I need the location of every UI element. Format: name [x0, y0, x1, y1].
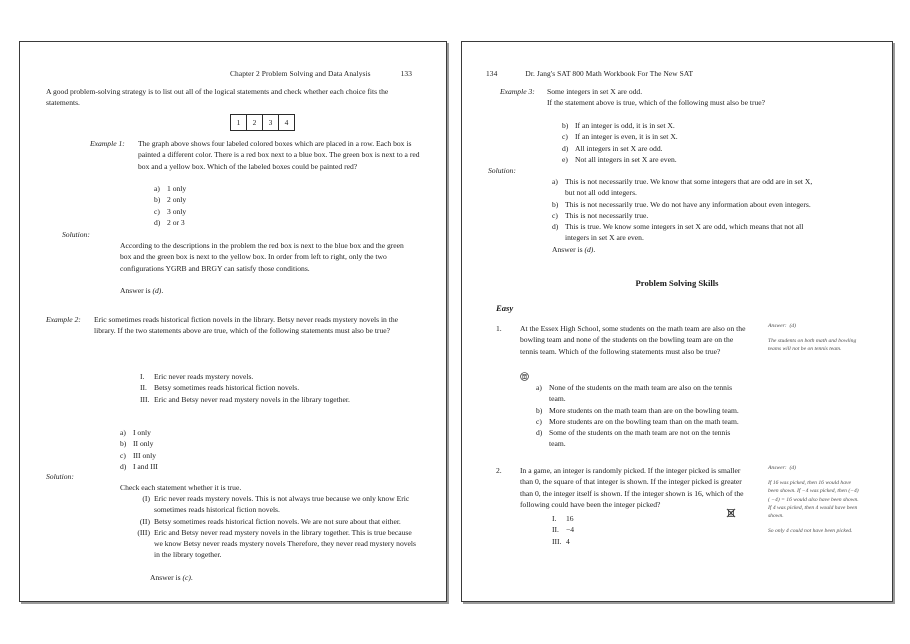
choice-text: III only: [133, 450, 156, 460]
solution-item-text: Eric never reads mystery novels. This is not always true because we only know Eric sometimes reads historical fiction novels.: [154, 494, 410, 515]
example-3-label: Example 3:: [500, 87, 535, 96]
choice-tag: c): [562, 132, 568, 142]
page-number-right: 134: [486, 69, 498, 78]
answer-value: (d): [584, 245, 594, 254]
solution-item-text: This is not necessarily true.: [565, 210, 649, 220]
choice-text: I and III: [133, 461, 158, 471]
choice-item: [562, 143, 812, 154]
choice-text: 1 only: [167, 184, 187, 193]
answer-prefix: Answer is: [120, 286, 153, 295]
choice-text: I only: [133, 428, 151, 437]
solution-item-tag: c): [552, 210, 558, 220]
running-head-left: [230, 69, 412, 78]
choice-item: [536, 405, 748, 416]
example-1-stem: The graph above shows four labeled colored boxes which are placed in a row. Each box is painted a different color. There is a red box next to a blue box. The green box is next to a red box and a yellow box. Which of the labeled boxes could be painted red?: [138, 139, 420, 171]
roman-item: [552, 536, 732, 547]
roman-item: [140, 394, 416, 405]
answer-suffix: .: [190, 573, 193, 582]
answer-value: (d): [152, 286, 162, 295]
example-3-stem-line2: If the statement above is true, which of the following must also be true?: [547, 98, 766, 107]
question-number: 1.: [496, 324, 502, 333]
roman-item: [140, 382, 416, 393]
section-heading: Problem Solving Skills: [635, 278, 719, 288]
sidenote-answer-label: Answer:: [768, 465, 787, 471]
sidenote-answer-label: Answer:: [768, 323, 787, 329]
roman-item: [552, 513, 732, 524]
solution-item-tag: b): [552, 199, 559, 209]
choice-item: [120, 461, 310, 472]
choice-tag: b): [562, 121, 569, 130]
roman-text: 16: [566, 514, 574, 523]
question-2-sidenote: [768, 464, 860, 542]
choice-tag: b): [154, 195, 161, 205]
example-2-solution-items: [130, 493, 420, 561]
roman-text: Betsy sometimes reads historical fiction novels.: [154, 383, 300, 393]
choice-item: [536, 416, 748, 427]
choice-tag: c): [154, 206, 160, 216]
example-2-solution-intro: Check each statement whether it is true.: [120, 483, 242, 492]
example-3-stem-line1: Some integers in set X are odd.: [547, 87, 643, 96]
choice-item: [536, 427, 748, 450]
solution-item-text: This is not necessarily true. We do not have any information about even integers.: [565, 199, 811, 209]
choice-text: II only: [133, 439, 154, 449]
roman-item: [552, 524, 732, 535]
sidenote-paragraph: The students on both math and bowling teams will not be on tennis team.: [768, 338, 857, 353]
choice-tag: e): [562, 154, 568, 164]
question-number: 2.: [496, 466, 502, 475]
solution-item: [552, 176, 820, 199]
choice-item: [562, 154, 812, 165]
choice-text: 2 only: [167, 195, 187, 205]
roman-text: Eric and Betsy never read mystery novels in the library together.: [154, 394, 350, 404]
answer-prefix: Answer is: [552, 245, 585, 254]
example-2-romans: [140, 371, 416, 405]
example-3-solution-label: Solution:: [488, 166, 516, 175]
example-3-answer: [552, 244, 595, 255]
choice-text: None of the students on the math team are also on the tennis team.: [549, 383, 733, 404]
example-1-block: [46, 138, 421, 172]
roman-tag: II.: [552, 525, 559, 535]
example-1-choices: [154, 183, 344, 228]
question-2-romans: [552, 513, 732, 547]
box-cell: 3: [263, 115, 279, 130]
choice-tag: d): [120, 461, 127, 471]
choice-text: All integers in set X are odd.: [575, 143, 663, 153]
choice-text: 2 or 3: [167, 217, 185, 227]
solution-item: [130, 516, 420, 527]
solution-item-text: This is not necessarily true. We know that some integers that are odd are in set X, but not all odd integers.: [565, 177, 813, 198]
roman-tag: I.: [552, 514, 557, 523]
example-2-label: Example 2:: [46, 315, 81, 324]
calculator-icon: [520, 368, 529, 377]
choice-item: [154, 183, 344, 194]
choice-item: [154, 194, 344, 205]
choice-item: [120, 438, 310, 449]
question-1-choices: [536, 382, 748, 450]
answer-suffix: .: [161, 286, 164, 295]
sidenote-paragraph: If 16 was picked, then 16 would have been shown. If −4 was picked, then (−4)( −4) = 16 would also have been shown. If 4 was picked, then 4 would have been shown.: [768, 480, 859, 520]
choice-tag: c): [536, 416, 542, 426]
example-1-solution-text: According to the descriptions in the problem the red box is next to the blue box and the green box and the green box is next to the yellow box. In order from left to right, only the two configurations YGRB and BRGY can satisfy those conditions.: [120, 241, 404, 273]
roman-tag: II.: [140, 383, 147, 393]
choice-tag: b): [536, 405, 543, 415]
solution-item-text: This is true. We know some integers in set X are odd, which means that not all integers in set X are even.: [565, 222, 804, 243]
roman-text: 4: [566, 536, 570, 546]
choice-item: [562, 131, 812, 142]
roman-item: [140, 371, 416, 382]
solution-item-tag: (I): [142, 494, 150, 503]
roman-tag: I.: [140, 372, 145, 381]
sidenote-answer-value: (d): [789, 323, 796, 329]
chapter-head-text: Chapter 2 Problem Solving and Data Analysis: [230, 69, 371, 78]
example-2-stem: Eric sometimes reads historical fiction novels in the library. Betsy never reads mystery novels in the library. If the two statements above are true, which of the following statements must also be true?: [94, 315, 399, 336]
boxes-figure: [230, 114, 295, 131]
page-number-left: 133: [400, 69, 412, 78]
choice-tag: c): [120, 450, 126, 460]
choice-text: Not all integers in set X are even.: [575, 154, 677, 164]
question-1-sidenote: [768, 322, 860, 361]
choice-tag: b): [120, 439, 127, 449]
choice-text: More students are on the bowling team than on the math team.: [549, 416, 739, 426]
choice-tag: d): [154, 217, 161, 227]
example-1-solution-label: Solution:: [62, 230, 90, 239]
solution-item: [552, 199, 820, 210]
box-cell: 4: [284, 118, 289, 127]
choice-text: If an integer is even, it is in set X.: [575, 132, 678, 142]
book-title-text: Dr. Jang's SAT 800 Math Workbook For The New SAT: [525, 69, 694, 78]
sidenote-answer-value: (d): [789, 465, 796, 471]
roman-text: Eric never reads mystery novels.: [154, 372, 254, 381]
choice-text: More students on the math team than are on the bowling team.: [549, 405, 739, 415]
sidenote-paragraph: So only 4 could not have been picked.: [768, 528, 853, 535]
roman-text: −4: [566, 525, 575, 535]
solution-item-tag: d): [552, 222, 559, 232]
choice-item: [154, 217, 344, 228]
roman-tag: III.: [552, 536, 562, 546]
choice-tag: d): [536, 428, 543, 438]
solution-item-tag: (II): [139, 516, 150, 526]
choice-tag: a): [536, 383, 542, 392]
example-3-solution-items: [552, 176, 820, 244]
example-2-answer: [150, 572, 193, 583]
choice-item: [154, 206, 344, 217]
choice-item: [120, 427, 310, 438]
solution-item-text: Eric and Betsy never read mystery novels in the library together. This is true because we know Betsy never reads mystery novels Therefore, they never read mystery novels in the library together.: [154, 527, 416, 560]
choice-text: 3 only: [167, 206, 187, 216]
solution-item-tag: a): [552, 177, 558, 186]
choice-tag: d): [562, 143, 569, 153]
answer-suffix: .: [593, 245, 596, 254]
solution-item-tag: (III): [137, 527, 150, 537]
page-left: [19, 41, 447, 602]
sidenote-answer: [768, 464, 860, 472]
difficulty-heading: Easy: [496, 303, 514, 313]
example-1-answer: [120, 285, 163, 296]
choice-text: Some of the students on the math team are not on the tennis team.: [549, 428, 731, 449]
solution-item: [130, 527, 420, 561]
box-cell: 1: [231, 115, 247, 130]
choice-tag: a): [120, 428, 126, 437]
example-2-block: [46, 314, 421, 337]
solution-item: [552, 210, 820, 221]
choice-item: [120, 450, 310, 461]
choice-text: If an integer is odd, it is in set X.: [575, 121, 675, 130]
choice-tag: a): [154, 184, 160, 193]
question-2-stem: In a game, an integer is randomly picked. If the integer picked is smaller than 0, the square of that integer is shown. If the integer picked is greater than 0, the integer itself is shown. If the integer shown is 16, which of the following could have been the integer picked?: [520, 466, 744, 509]
choice-item: [536, 382, 748, 405]
solution-item-text: Betsy sometimes reads historical fiction novels. We are not sure about that either.: [154, 516, 401, 526]
running-head-right: [486, 69, 693, 78]
solution-item: [552, 221, 820, 244]
solution-item: [130, 493, 420, 516]
intro-paragraph: A good problem-solving strategy is to list out all of the logical statements and check whether each choice fits the statements.: [46, 87, 389, 108]
sidenote-answer: [768, 322, 860, 330]
page-right: [461, 41, 893, 602]
example-2-solution-label: Solution:: [46, 472, 74, 481]
example-3-choices: [562, 120, 812, 165]
example-2-choices: [120, 427, 310, 472]
answer-prefix: Answer is: [150, 573, 183, 582]
roman-tag: III.: [140, 394, 150, 404]
question-1-stem: At the Essex High School, some students on the math team are also on the bowling team and none of the students on the bowling team are on the tennis team. Which of the following statements must also be true?: [520, 324, 746, 356]
answer-value: (c): [182, 573, 191, 582]
example-1-label: Example 1:: [90, 139, 125, 148]
box-cell: 2: [247, 115, 263, 130]
choice-item: [562, 120, 812, 131]
